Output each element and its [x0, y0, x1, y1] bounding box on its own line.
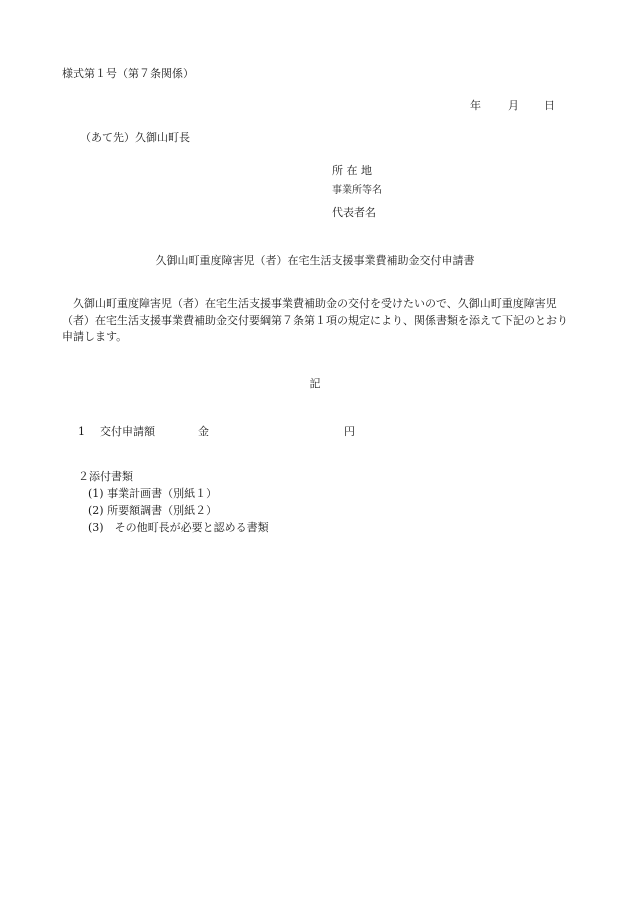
- list-item: (2) 所要額調書（別紙２）: [88, 504, 218, 517]
- date-year: 年: [470, 99, 481, 112]
- amount-row: [78, 425, 378, 439]
- body-paragraph: 久御山町重度障害児（者）在宅生活支援事業費補助金の交付を受けたいので、久御山町重度障害児（者）在宅生活支援事業費補助金交付要綱第７条第１項の規定により、関係書類を添えて下記のとおり申請します。: [62, 297, 568, 343]
- attachments-list: [88, 487, 269, 538]
- address-label: 所 在 地: [332, 164, 372, 177]
- amount-kin: 金: [198, 425, 209, 438]
- date-day: 日: [544, 99, 555, 112]
- addressee: （あて先）久御山町長: [80, 131, 190, 144]
- office-name-label: 事業所等名: [332, 185, 382, 196]
- amount-yen: 円: [344, 425, 355, 438]
- representative-label: 代表者名: [332, 206, 376, 219]
- ki-heading: 記: [309, 377, 321, 390]
- date-month: 月: [508, 99, 519, 112]
- document-title: 久御山町重度障害児（者）在宅生活支援事業費補助金交付申請書: [155, 254, 475, 267]
- applicant-block: [332, 164, 382, 227]
- list-item: (1) 事業計画書（別紙１）: [88, 487, 218, 500]
- list-item: (3) その他町長が必要と認める書類: [88, 521, 269, 534]
- amount-number: 1: [78, 425, 85, 438]
- attachments-title: ２添付書類: [78, 470, 133, 483]
- form-number: 様式第１号（第７条関係）: [62, 67, 194, 80]
- amount-label: 交付申請額: [100, 425, 155, 438]
